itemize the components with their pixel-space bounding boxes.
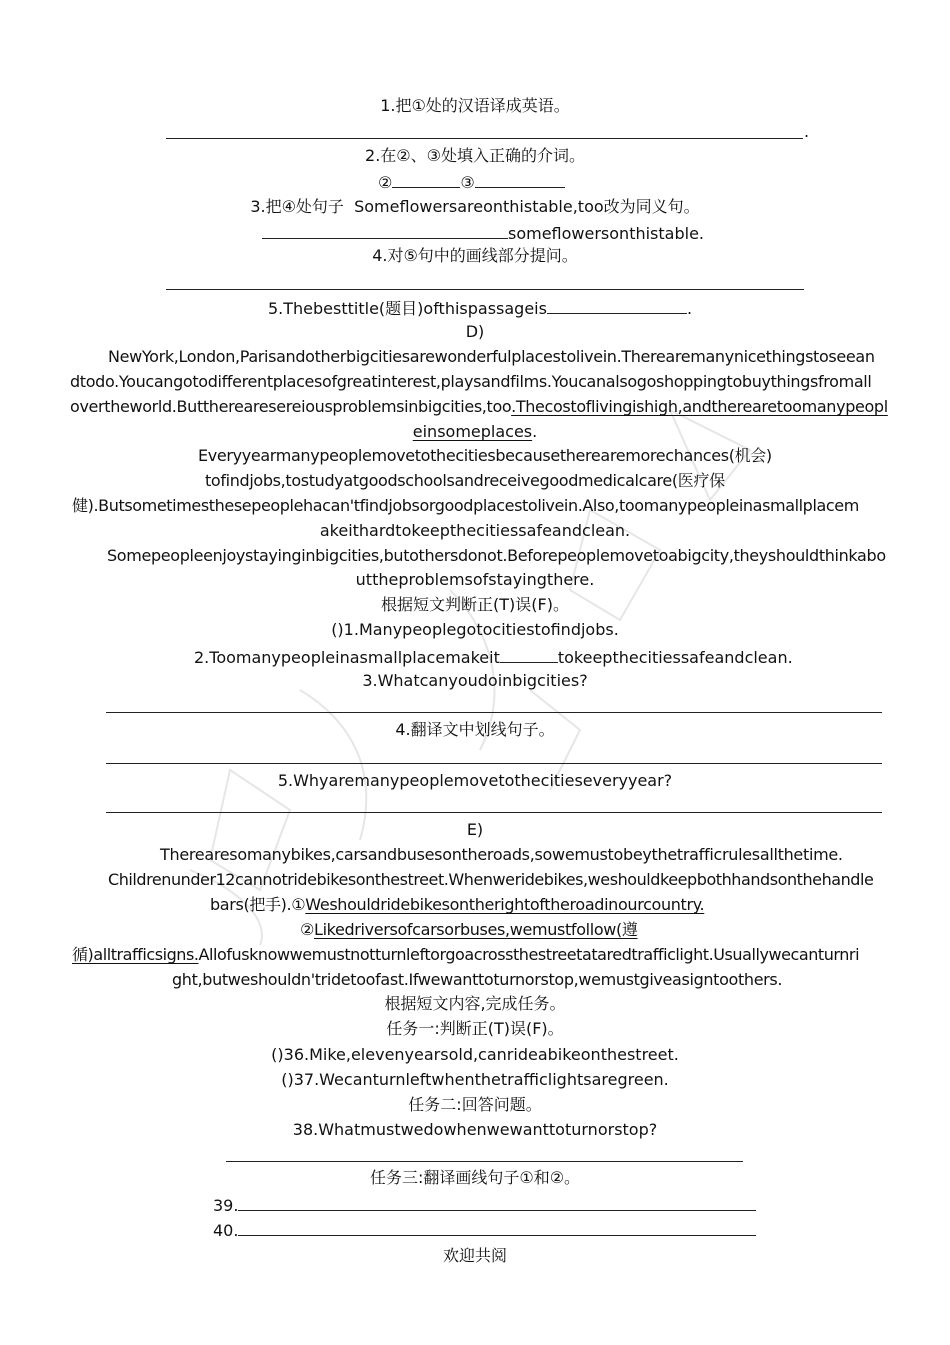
footer-text: 欢迎共阅 [442, 1246, 507, 1265]
e-task-1: 任务一:判断正(T)误(F)。 [386, 1019, 564, 1038]
e-question-39-label: 39. [213, 1196, 239, 1215]
c-question-3 [0, 197, 950, 219]
e-question-36: ()36.Mike,elevenyearsold,canrideabikeonthestreet. [271, 1045, 679, 1064]
c-question-5-blank[interactable] [547, 297, 687, 314]
c-question-5-prefix: 5.Thebesttitle(题目)ofthispassageis [268, 299, 547, 318]
c-question-2-blanks [378, 171, 565, 193]
e-instruction: 根据短文内容,完成任务。 [384, 994, 566, 1013]
c-question-3-sentence: Someflowersareonthistable,too [354, 197, 604, 216]
c-question-3-blank[interactable] [262, 222, 508, 239]
d-para2-line1: Everyyearmanypeoplemovetothecitiesbecausetherearemorechances(机会) [198, 446, 772, 465]
d-instruction: 根据短文判断正(T)误(F)。 [381, 595, 569, 614]
d-para1-line2: dtodo.Youcangotodifferentplacesofgreatinterest,playsandfilms.Youcanalsogoshoppingtobuythingsfromall [70, 372, 872, 391]
d-question-4: 4.翻译文中划线句子。 [395, 720, 555, 739]
answer-line-d3[interactable] [106, 712, 882, 713]
c-question-3-tail: someflowersonthistable. [508, 224, 704, 243]
section-e-heading: E) [466, 820, 484, 839]
answer-line-d4[interactable] [106, 763, 882, 764]
d-para1-line1: NewYork,London,Parisandotherbigcitiesarewonderfulplacestolivein.Therearemanynicethingstoseean [108, 347, 875, 366]
d-para3-line2: uttheproblemsofstayingthere. [355, 570, 595, 589]
d-question-1: ()1.Manypeoplegotocitiestofindjobs. [331, 620, 619, 639]
e-para-line6: ght,butweshouldn'tridetoofast.Ifwewanttoturnorstop,wemustgiveasigntoothers. [172, 970, 783, 989]
blank-3-input[interactable] [475, 171, 565, 188]
answer-line-d5[interactable] [106, 812, 882, 813]
e-para-line2: Childrenunder12cannotridebikesonthestreet.Whenweridebikes,weshouldkeepbothhandsonthehandle [108, 870, 874, 889]
e-para-line5-plain: Allofusknowwemustnotturnleftorgoacrossthestreetataredtrafficlight.Usuallywecanturnri [198, 945, 860, 964]
c-question-3-answer [262, 222, 704, 244]
blank-2-label: ② [378, 173, 393, 192]
answer-line-e38[interactable] [226, 1161, 743, 1162]
d-para2-line4: akeithardtokeepthecitiessafeandclean. [319, 521, 631, 540]
e-question-37: ()37.Wecanturnleftwhenthetrafficlightsaregreen. [281, 1070, 669, 1089]
e-para-line1: Therearesomanybikes,carsandbusesontheroads,sowemustobeythetrafficrulesallthetime. [160, 845, 843, 864]
c-question-1: 1.把①处的汉语译成英语。 [380, 96, 570, 115]
d-para2-line3: 健).Butsometimesthesepeoplehacan'tfindjobsorgoodplacestolivein.Also,toomanypeopleinasmallplacem [72, 496, 859, 515]
d-question-5: 5.Whyaremanypeoplemovetothecitieseveryyear? [277, 771, 673, 790]
d-para2-line2: tofindjobs,tostudyatgoodschoolsandreceivegoodmedicalcare(医疗保 [205, 471, 725, 490]
d-question-2-prefix: 2.Toomanypeopleinasmallplacemakeit [194, 648, 500, 667]
c-question-3-suffix: 改为同义句。 [603, 197, 700, 216]
c-question-5-suffix: . [686, 299, 693, 318]
e-question-39 [213, 1194, 756, 1216]
c-question-3-prefix: 3.把④处句子 [250, 197, 344, 216]
e-question-39-blank[interactable] [238, 1194, 756, 1211]
c-question-1-end: . [804, 122, 810, 141]
blank-3-label: ③ [460, 173, 475, 192]
d-para1-line3-plain: overtheworld.Buttherearesereiousproblemsinbigcities,too [70, 397, 512, 416]
d-underlined-sentence-part1: .Thecostoflivingishigh,andtherearetoomanypeopl [511, 397, 888, 416]
d-para1-line4-end: . [532, 422, 538, 441]
section-d-heading: D) [465, 322, 485, 341]
d-para1-line4 [0, 422, 950, 444]
e-task-2: 任务二:回答问题。 [408, 1095, 542, 1114]
e-para-line3-plain: bars(把手).① [210, 895, 306, 914]
d-para1-line3 [70, 397, 888, 419]
e-para-line5 [72, 945, 859, 967]
c-question-5 [268, 297, 692, 319]
d-para3-line1: Somepeopleenjoystayinginbigcities,butothersdonot.Beforepeoplemovetoabigcity,theyshouldthinkabo [107, 546, 886, 565]
d-question-2 [194, 646, 793, 668]
e-question-40-blank[interactable] [238, 1219, 756, 1236]
answer-line-c1[interactable] [166, 138, 803, 139]
d-question-3: 3.Whatcanyoudoinbigcities? [362, 671, 588, 690]
e-task-3: 任务三:翻译画线句子①和②。 [369, 1168, 581, 1187]
e-underlined-sentence-1: Weshouldridebikesontherightoftheroadinourcountry. [305, 895, 705, 914]
e-para-line3 [210, 895, 704, 917]
e-underlined-sentence-2-part1: Likedriversofcarsorbuses,wemustfollow(遵 [314, 920, 638, 939]
d-question-2-suffix: tokeepthecitiessafeandclean. [557, 648, 793, 667]
d-question-2-blank[interactable] [500, 646, 558, 663]
c-question-2: 2.在②、③处填入正确的介词。 [365, 146, 585, 165]
answer-line-c4[interactable] [166, 289, 804, 290]
c-question-4: 4.对⑤句中的画线部分提问。 [372, 246, 578, 265]
e-para-line4 [300, 920, 638, 942]
e-question-38: 38.Whatmustwedowhenwewanttoturnorstop? [292, 1120, 658, 1139]
e-question-40 [213, 1219, 756, 1241]
e-marker-2: ② [300, 920, 314, 939]
d-underlined-sentence-part2: einsomeplaces [412, 422, 533, 441]
e-underlined-sentence-2-part2: 循)alltrafficsigns. [72, 945, 199, 964]
e-question-40-label: 40. [213, 1221, 239, 1240]
blank-2-input[interactable] [392, 171, 460, 188]
